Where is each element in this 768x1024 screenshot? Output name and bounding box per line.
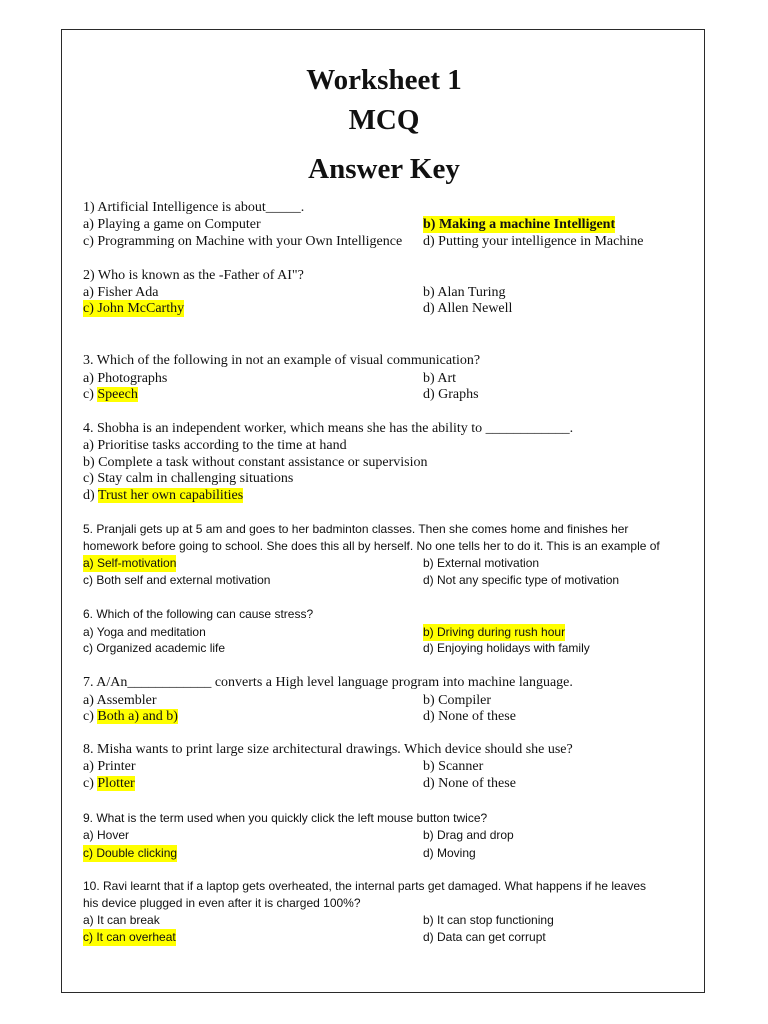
question-9-option-b: b) Drag and drop [423,828,514,842]
question-6-option-a: a) Yoga and meditation [83,625,206,639]
question-10-option-c-answer: c) It can overheat [83,930,176,944]
question-10-stem-line-1: 10. Ravi learnt that if a laptop gets overheated, the internal parts get damaged. What happens if he leaves [83,879,647,893]
option-letter: c) [83,709,98,724]
question-1-stem: 1) Artificial Intelligence is about_____. [83,200,305,215]
answer-highlight: Trust her own capabilities [97,488,244,503]
question-4-stem: 4. Shobha is an independent worker, which means she has the ability to ____________. [83,421,574,436]
answer-key-heading: Answer Key [308,153,460,185]
question-4-option-c: c) Stay calm in challenging situations [83,471,294,486]
question-3-option-b: b) Art [423,371,457,386]
question-8-stem: 8. Misha wants to print large size architectural drawings. Which device should she use? [83,742,573,757]
question-10-stem-line-2: his device plugged in even after it is charged 100%? [83,896,361,910]
question-8-option-a: a) Printer [83,759,136,774]
question-5-option-a-answer: a) Self-motivation [83,556,177,570]
question-6-stem: 6. Which of the following can cause stress? [83,607,314,621]
option-letter: c) [83,387,98,402]
question-9-option-c-answer: c) Double clicking [83,846,178,860]
question-8-option-b: b) Scanner [423,759,484,774]
question-9-option-d: d) Moving [423,846,476,860]
question-8-option-c-answer [83,775,135,792]
answer-highlight: Plotter [97,776,135,791]
question-3-option-d: d) Graphs [423,387,479,402]
option-letter: c) [83,776,98,791]
question-3-stem: 3. Which of the following in not an example of visual communication? [83,353,481,368]
question-2-stem: 2) Who is known as the -Father of AI"? [83,268,304,283]
question-5-option-d: d) Not any specific type of motivation [423,573,620,587]
question-2-option-b: b) Alan Turing [423,285,506,300]
question-1-option-a: a) Playing a game on Computer [83,217,261,232]
option-letter: d) [83,488,98,503]
question-9-option-a: a) Hover [83,828,130,842]
question-5-stem-line-2: homework before going to school. She does this all by herself. No one tells her to do it. This is an example of [83,539,660,553]
question-7-option-d: d) None of these [423,709,516,724]
answer-highlight: Both a) and b) [97,709,178,724]
question-7-option-b: b) Compiler [423,693,492,708]
question-8-option-d: d) None of these [423,776,516,791]
question-6-option-b-answer: b) Driving during rush hour [423,625,566,639]
question-10-option-d: d) Data can get corrupt [423,930,546,944]
question-2-option-a: a) Fisher Ada [83,285,159,300]
question-1-option-d: d) Putting your intelligence in Machine [423,234,644,249]
question-3-option-c-answer [83,386,138,403]
question-9-stem: 9. What is the term used when you quickly click the left mouse button twice? [83,811,488,825]
question-4-option-d-answer [83,487,243,504]
question-10-option-b: b) It can stop functioning [423,913,554,927]
question-1-option-c: c) Programming on Machine with your Own Intelligence [83,234,403,249]
question-6-option-c: c) Organized academic life [83,641,226,655]
answer-highlight: Speech [97,387,138,402]
question-1-option-b-answer: b) Making a machine Intelligent [423,217,616,232]
question-4-option-a: a) Prioritise tasks according to the time at hand [83,438,347,453]
question-5-stem-line-1: 5. Pranjali gets up at 5 am and goes to her badminton classes. Then she comes home and finishes her [83,522,629,536]
question-7-option-c-answer [83,708,178,725]
question-7-option-a: a) Assembler [83,693,157,708]
question-7-stem: 7. A/An____________ converts a High level language program into machine language. [83,675,573,690]
question-2-option-d: d) Allen Newell [423,301,513,316]
question-6-option-d: d) Enjoying holidays with family [423,641,590,655]
question-5-option-b: b) External motivation [423,556,540,570]
question-2-option-c-answer: c) John McCarthy [83,301,185,316]
question-10-option-a: a) It can break [83,913,160,927]
question-5-option-c: c) Both self and external motivation [83,573,271,587]
question-4-option-b: b) Complete a task without constant assistance or supervision [83,455,428,470]
question-3-option-a: a) Photographs [83,371,168,386]
worksheet-title: Worksheet 1 [306,64,462,96]
worksheet-subtitle: MCQ [348,104,420,136]
